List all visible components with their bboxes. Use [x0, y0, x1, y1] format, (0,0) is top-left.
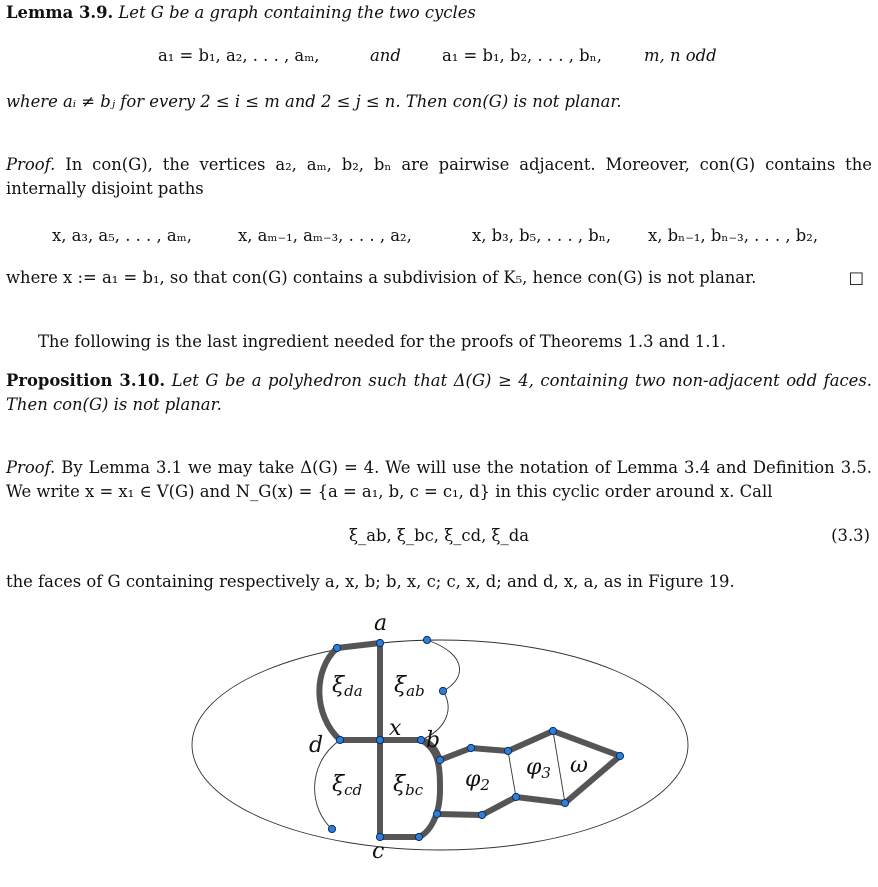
proposition-3-10 — [6, 369, 872, 417]
proof-2-text: By Lemma 3.1 we may take Δ(G) = 4. We will use the notation of Lemma 3.4 and Definition 3.5. We write x = x₁ ∈ V(G) and N_G(x) = {a = a₁, b, c = c₁, d} in this cyclic order around x. Call — [6, 458, 872, 501]
proof-2-heading: Proof. — [6, 458, 56, 477]
path-1: x, a₃, a₅, . . . , aₘ, — [52, 226, 192, 245]
lemma-3-9-conclusion: where aᵢ ≠ bⱼ for every 2 ≤ i ≤ m and 2 ≤ j ≤ n. Then con(G) is not planar. — [6, 92, 622, 111]
lemma-3-9-cycle-a: a₁ = b₁, a₂, . . . , aₘ, — [158, 46, 320, 65]
face-label-phi-3: φ3 — [526, 755, 551, 782]
path-4: x, bₙ₋₁, bₙ₋₃, . . . , b₂, — [648, 226, 819, 245]
vertex-label-d: d — [309, 733, 324, 758]
equation-number: (3.3) — [831, 526, 870, 545]
qed-symbol: □ — [848, 268, 864, 287]
faces-display: ξ_ab, ξ_bc, ξ_cd, ξ_da — [348, 526, 530, 545]
lemma-3-9-cycle-b: a₁ = b₁, b₂, . . . , bₙ, — [442, 46, 602, 65]
face-label-xi-da: ξda — [332, 673, 363, 700]
proof-proposition-3-10 — [6, 456, 872, 504]
vertex-label-b: b — [426, 728, 441, 753]
path-3: x, b₃, b₅, . . . , bₙ, — [472, 226, 612, 245]
proof-heading: Proof. — [6, 155, 56, 174]
lemma-3-9-and: and — [370, 46, 401, 65]
face-label-phi-2: φ2 — [465, 767, 490, 794]
lemma-3-9-statement — [6, 1, 872, 25]
proof-2-tail: the faces of G containing respectively a, x, b; b, x, c; c, x, d; and d, x, a, as in Figure 19. — [6, 572, 735, 591]
thick-edges — [319, 643, 620, 837]
proposition-text: Let G be a polyhedron such that Δ(G) ≥ 4, containing two non-adjacent odd faces. Then con(G) is not planar. — [6, 371, 872, 414]
lemma-3-9-text: Let G be a graph containing the two cycles — [118, 3, 476, 22]
lemma-3-9-heading: Lemma 3.9. — [6, 3, 114, 22]
vertex-label-x: x — [389, 716, 402, 741]
face-label-xi-ab: ξab — [394, 673, 425, 700]
transition-sentence: The following is the last ingredient needed for the proofs of Theorems 1.3 and 1.1. — [38, 332, 727, 351]
vertex-label-c: c — [372, 839, 385, 864]
proof-text: In con(G), the vertices a₂, aₘ, b₂, bₙ are pairwise adjacent. Moreover, con(G) contains the internally disjoint paths — [6, 155, 873, 198]
vertex-label-a: a — [374, 611, 388, 636]
lemma-3-9-odd: m, n odd — [644, 46, 717, 65]
face-label-xi-cd: ξcd — [332, 772, 363, 799]
proof-lemma-3-9 — [6, 153, 872, 201]
figure-19 — [0, 600, 878, 887]
proof-conclusion: where x := a₁ = b₁, so that con(G) contains a subdivision of K₅, hence con(G) is not planar. — [6, 268, 757, 287]
path-2: x, aₘ₋₁, aₘ₋₃, . . . , a₂, — [238, 226, 412, 245]
proof-conclusion-line — [6, 266, 872, 290]
face-label-omega: ω — [570, 753, 588, 778]
face-label-xi-bc: ξbc — [393, 772, 424, 799]
proposition-heading: Proposition 3.10. — [6, 371, 166, 390]
